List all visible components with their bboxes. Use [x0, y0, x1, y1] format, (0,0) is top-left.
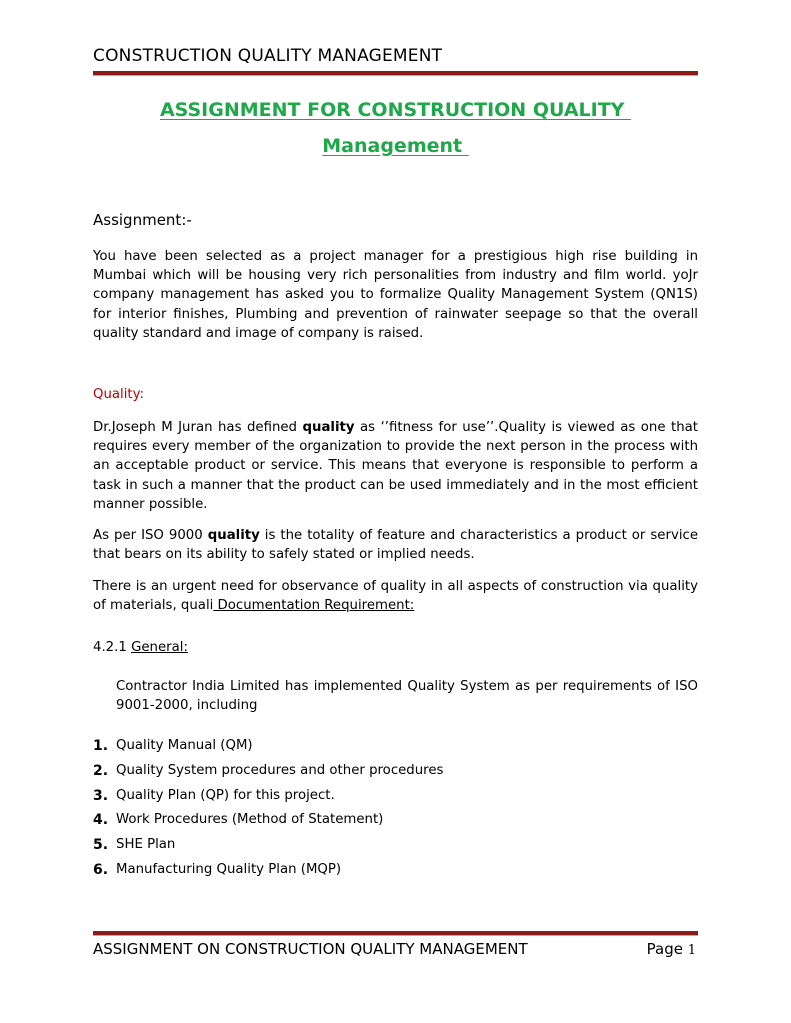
q1-text-start: Dr.Joseph M Juran has defined — [93, 420, 303, 435]
list-item-number: 5. — [93, 837, 109, 854]
list-item — [93, 837, 443, 862]
header-title: CONSTRUCTION QUALITY MANAGEMENT — [93, 46, 443, 66]
document-list — [93, 738, 443, 887]
list-item-text: SHE Plan — [116, 837, 176, 853]
document-page — [93, 0, 698, 1023]
document-title-line-2: Management — [322, 135, 469, 157]
q2-text-end: is the totality of feature and characteristics a product or service that bears on its ability to safely stated or implied needs. — [93, 528, 699, 563]
q1-text-end: as ‘’fitness for use’’.Quality is viewed as one that requires every member of the organization to provide the next person in the process with an acceptable product or service. This means that everyone is responsible to perform a task in such a manner that the product can be used immediately and in the most efficient manner possible. — [93, 420, 698, 512]
q3-text: There is an urgent need for observance of quality in all aspects of construction via quality of materials, quali — [93, 579, 698, 614]
section-title: General: — [131, 640, 188, 655]
q2-text-start: As per ISO 9000 — [93, 528, 208, 543]
implementation-paragraph: Contractor India Limited has implemented Quality System as per requirements of ISO 9001-2000, including — [116, 679, 698, 714]
list-item-number: 2. — [93, 762, 109, 779]
list-item-text: Work Procedures (Method of Statement) — [116, 812, 384, 828]
list-item — [93, 812, 443, 837]
list-item-number: 4. — [93, 812, 109, 829]
list-item-number: 6. — [93, 861, 109, 878]
q2-bold-quality: quality — [207, 528, 260, 543]
document-title-line-1: ASSIGNMENT FOR CONSTRUCTION QUALITY — [159, 99, 632, 121]
page-indicator — [647, 940, 696, 958]
list-item-text: Quality System procedures and other procedures — [116, 762, 444, 778]
footer-divider — [93, 931, 698, 935]
list-item-text: Manufacturing Quality Plan (MQP) — [116, 861, 342, 877]
list-item-number: 3. — [93, 787, 109, 804]
list-item — [93, 763, 443, 788]
list-item — [93, 788, 443, 813]
page-label: Page — [646, 940, 688, 958]
page-number: 1 — [687, 943, 696, 958]
list-item — [93, 738, 443, 763]
iso-definition-paragraph — [93, 526, 698, 564]
header-divider — [93, 71, 698, 75]
documentation-requirement-heading: Documentation Requirement: — [213, 598, 415, 614]
intro-paragraph: You have been selected as a project manager for a prestigious high rise building in Mumbai which will be housing very rich personalities from industry and film world. yoJr company management has asked you to formalize Quality Management System (QN1S) for interior finishes, Plumbing and prevention of rainwater seepage so that the overall quality standard and image of company is raised. — [93, 249, 698, 341]
urgent-need-paragraph — [93, 577, 698, 615]
section-number: 4.2.1 — [93, 640, 132, 655]
juran-definition-paragraph — [93, 418, 698, 514]
footer-title: ASSIGNMENT ON CONSTRUCTION QUALITY MANAGEMENT — [93, 940, 528, 958]
q1-bold-quality: quality — [302, 420, 355, 435]
assignment-label: Assignment:- — [93, 211, 192, 229]
list-item — [93, 862, 443, 887]
section-heading — [93, 640, 188, 655]
list-item-text: Quality Manual (QM) — [116, 738, 253, 753]
document-title — [93, 92, 698, 164]
list-item-text: Quality Plan (QP) for this project. — [116, 787, 335, 803]
list-item-number: 1. — [93, 738, 109, 754]
quality-heading: Quality: — [93, 387, 145, 402]
